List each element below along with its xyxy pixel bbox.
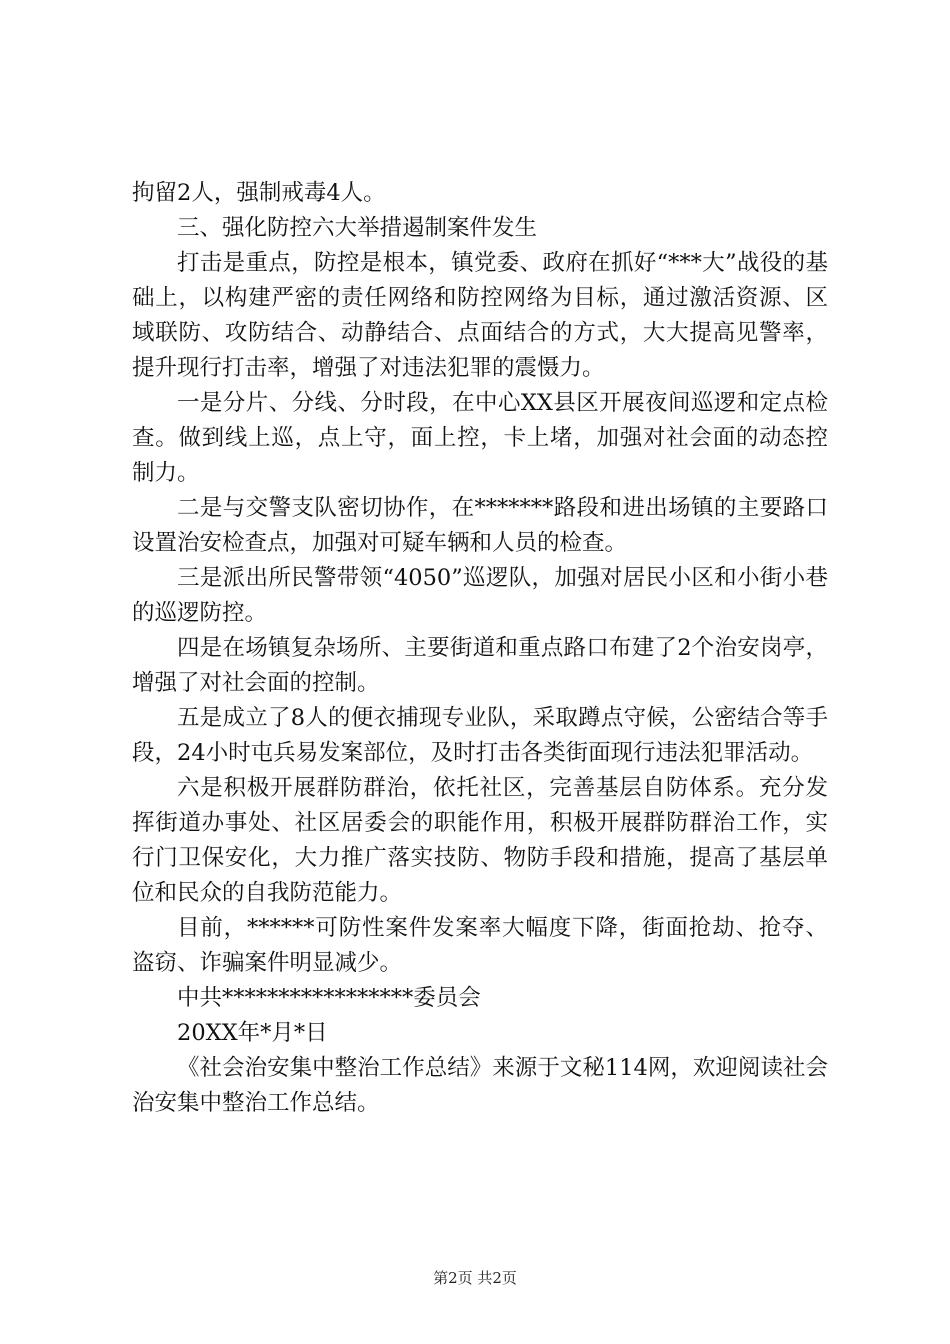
signature-organization: 中共*****************委员会 (177, 985, 481, 1011)
paragraph-measure-2: 二是与交警支队密切协作，在*******路段和进出场镇的主要路口设置治安检查点，加强对可疑车辆和人员的检查。 (132, 495, 828, 556)
paragraph-result: 目前，******可防性案件发案率大幅度下降，街面抢劫、抢夺、盗窃、诈骗案件明显减少。 (132, 915, 828, 976)
source-note: 《社会治安集中整治工作总结》来源于文秘114网，欢迎阅读社会治安集中整治工作总结。 (132, 1055, 828, 1116)
paragraph-measure-6: 六是积极开展群防群治，依托社区，完善基层自防体系。充分发挥街道办事处、社区居委会的职能作用，积极开展群防群治工作，实行门卫保安化，大力推广落实技防、物防手段和措施，提高了基层单位和民众的自我防范能力。 (132, 775, 828, 906)
paragraph-measure-3: 三是派出所民警带领“4050”巡逻队，加强对居民小区和小街小巷的巡逻防控。 (132, 565, 828, 626)
signature-date: 20XX年*月*日 (177, 1020, 328, 1046)
document-body (132, 176, 828, 1121)
paragraph-measure-5: 五是成立了8人的便衣捕现专业队，采取蹲点守候，公密结合等手段，24小时屯兵易发案部位，及时打击各类街面现行违法犯罪活动。 (132, 705, 828, 766)
page-number-footer: 第2页 共2页 (433, 1269, 517, 1287)
paragraph-measure-4: 四是在场镇复杂场所、主要街道和重点路口布建了2个治安岗亭，增强了对社会面的控制。 (132, 635, 828, 696)
paragraph-continuation: 拘留2人，强制戒毒4人。 (132, 180, 386, 206)
paragraph-measure-1: 一是分片、分线、分时段，在中心XX县区开展夜间巡逻和定点检查。做到线上巡，点上守，面上控，卡上堵，加强对社会面的动态控制力。 (132, 390, 828, 486)
section-heading: 三、强化防控六大举措遏制案件发生 (177, 215, 538, 241)
paragraph-intro: 打击是重点，防控是根本，镇党委、政府在抓好“***大”战役的基础上，以构建严密的责任网络和防控网络为目标，通过激活资源、区域联防、攻防结合、动静结合、点面结合的方式，大大提高见警率，提升现行打击率，增强了对违法犯罪的震慑力。 (132, 250, 828, 381)
